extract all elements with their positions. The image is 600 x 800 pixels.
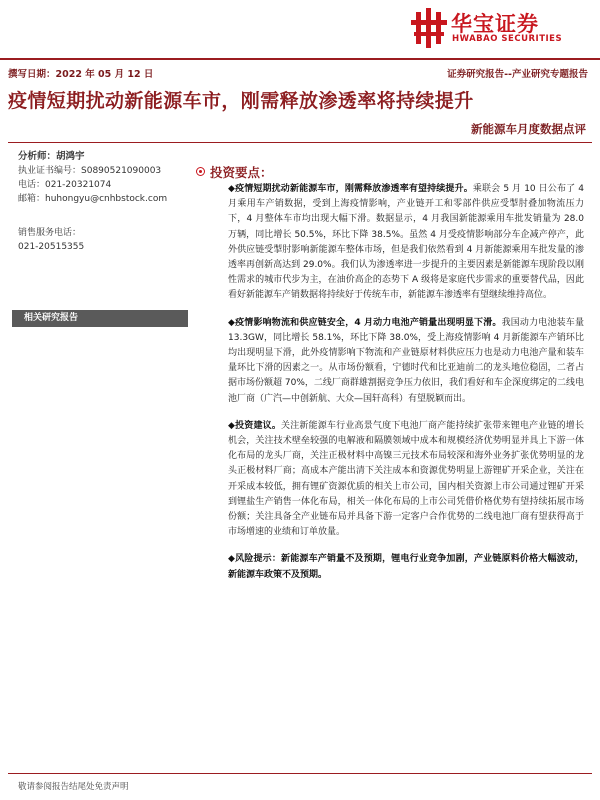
analyst-license: 执业证书编号：S0890521090003	[18, 166, 162, 176]
footer-disclaimer: 敬请参阅报告结尾处免责声明	[18, 782, 129, 792]
report-title: 疫情短期扰动新能源车市，刚需释放渗透率将持续提升	[8, 90, 474, 112]
footer-rule	[8, 773, 592, 774]
paragraph-lead: ◆疫情短期扰动新能源车市，刚需释放渗透率有望持续提升。	[228, 184, 473, 194]
paragraph-lead: ◆疫情影响物流和供应链安全，4 月动力电池产销量出现明显下滑。	[228, 317, 502, 328]
target-icon	[196, 167, 205, 176]
paragraph-text: 新能源车产销量不及预期，锂电行业竞争加剧，产业链原料价格大幅波动，新能源车政策不及预期。	[228, 554, 584, 580]
analyst-name: 分析师：胡鸿宇	[18, 151, 85, 162]
paragraph-text: 关注新能源车行业高景气度下电池厂商产能持续扩张带来锂电产业链的增长机会，关注技术壁垒较强的电解液和隔膜领域中成本和规模经济优势明显并具上下游一体化布局的龙头厂商，关注正极材料中高镍三元技术布局较深和海外业务扩张优势明显的龙头正极材料厂商；高成本产能出清下关注成本和资源优势明显上游锂矿开采企业，关注在开采成本较低，拥有锂矿资源优质的相关上市公司，国内相关资源上市公司通过锂矿开采到锂盐生产销售一体化布局，相关一体化布局的上市公司凭借价格优势有望持续拓展市场份额；关注具备全产业链布局并具备下游一定客户合作优势的二线电池厂商有望获得高于市场增速的业绩和订单放量。	[228, 420, 584, 538]
report-date: 撰写日期：2022 年 05 月 12 日	[8, 69, 154, 80]
brand-name-en: HWABAO SECURITIES	[452, 34, 563, 44]
paragraph	[228, 182, 584, 304]
paragraph-lead: ◆风险提示：	[228, 554, 282, 565]
paragraph-text: 乘联会 5 月 10 日公布了 4 月乘用车产销数据，受到上海疫情影响，产业链开工和零部件供应受掣肘叠加物流压力下，4 月整体车市均出现大幅下滑。数据显示，4 月我国新能源乘用车批发销量为 28.0 万辆，同比增长 50.5%，环比下降 38.5%。虽然 4 月受疫情影响部分车企减产停产，此外供应链受掣肘影响新能源车整体市场，但是我们依然看到 4 月新能源乘用车批发量的渗透率再创新高达到 29.0%。我们认为渗透率进一步提升的主要因素是新能源车现阶段以刚性需求的城市代步为主，在油价高企的态势下 A 级将是家庭代步需求的重要替代品，因此看好新能源车产销数据将持续好于传统车市，新能源车渗透率有望继续维持高位。	[228, 184, 584, 301]
brand-logo	[411, 6, 586, 50]
analyst-sidebar	[18, 150, 193, 254]
sales-label: 销售服务电话：	[18, 228, 82, 238]
paragraph	[228, 552, 584, 582]
analyst-email[interactable]: 邮箱：huhongyu@cnhbstock.com	[18, 194, 168, 204]
paragraph-text: 我国动力电池装车量 13.3GW，同比增长 58.1%，环比下降 38.0%，受上海疫情影响 4 月新能源车产销环比均出现明显下滑，此外疫情影响下物流和产业链原材料供应压力也是动力电池产量和装车量环比下滑的因素之一。从市场份额看，宁德时代和比亚迪前二的龙头地位稳固，二者占据市场份额超 70%，二线厂商群雄割据竞争压力依旧，我们看好和车企深度绑定的二线电池厂商（广汽—中创新航、大众—国轩高科）有望脱颖而出。	[228, 317, 584, 404]
hwabao-logo-icon	[411, 8, 447, 48]
section-title: 投资要点：	[210, 165, 273, 180]
related-reports-tag[interactable]: 相关研究报告	[12, 310, 188, 327]
paragraph	[228, 419, 584, 541]
sales-phone: 021-20515355	[18, 242, 85, 252]
analyst-phone: 电话：021-20321074	[18, 180, 112, 190]
report-body	[228, 182, 584, 595]
paragraph-lead: ◆投资建议。	[228, 420, 282, 431]
brand-name-cn: 华宝证券	[451, 12, 539, 36]
header-rule	[0, 58, 600, 60]
title-divider	[8, 142, 592, 143]
report-category: 证券研究报告--产业研究专题报告	[447, 69, 588, 80]
paragraph	[228, 316, 584, 407]
report-subtitle: 新能源车月度数据点评	[471, 122, 586, 136]
